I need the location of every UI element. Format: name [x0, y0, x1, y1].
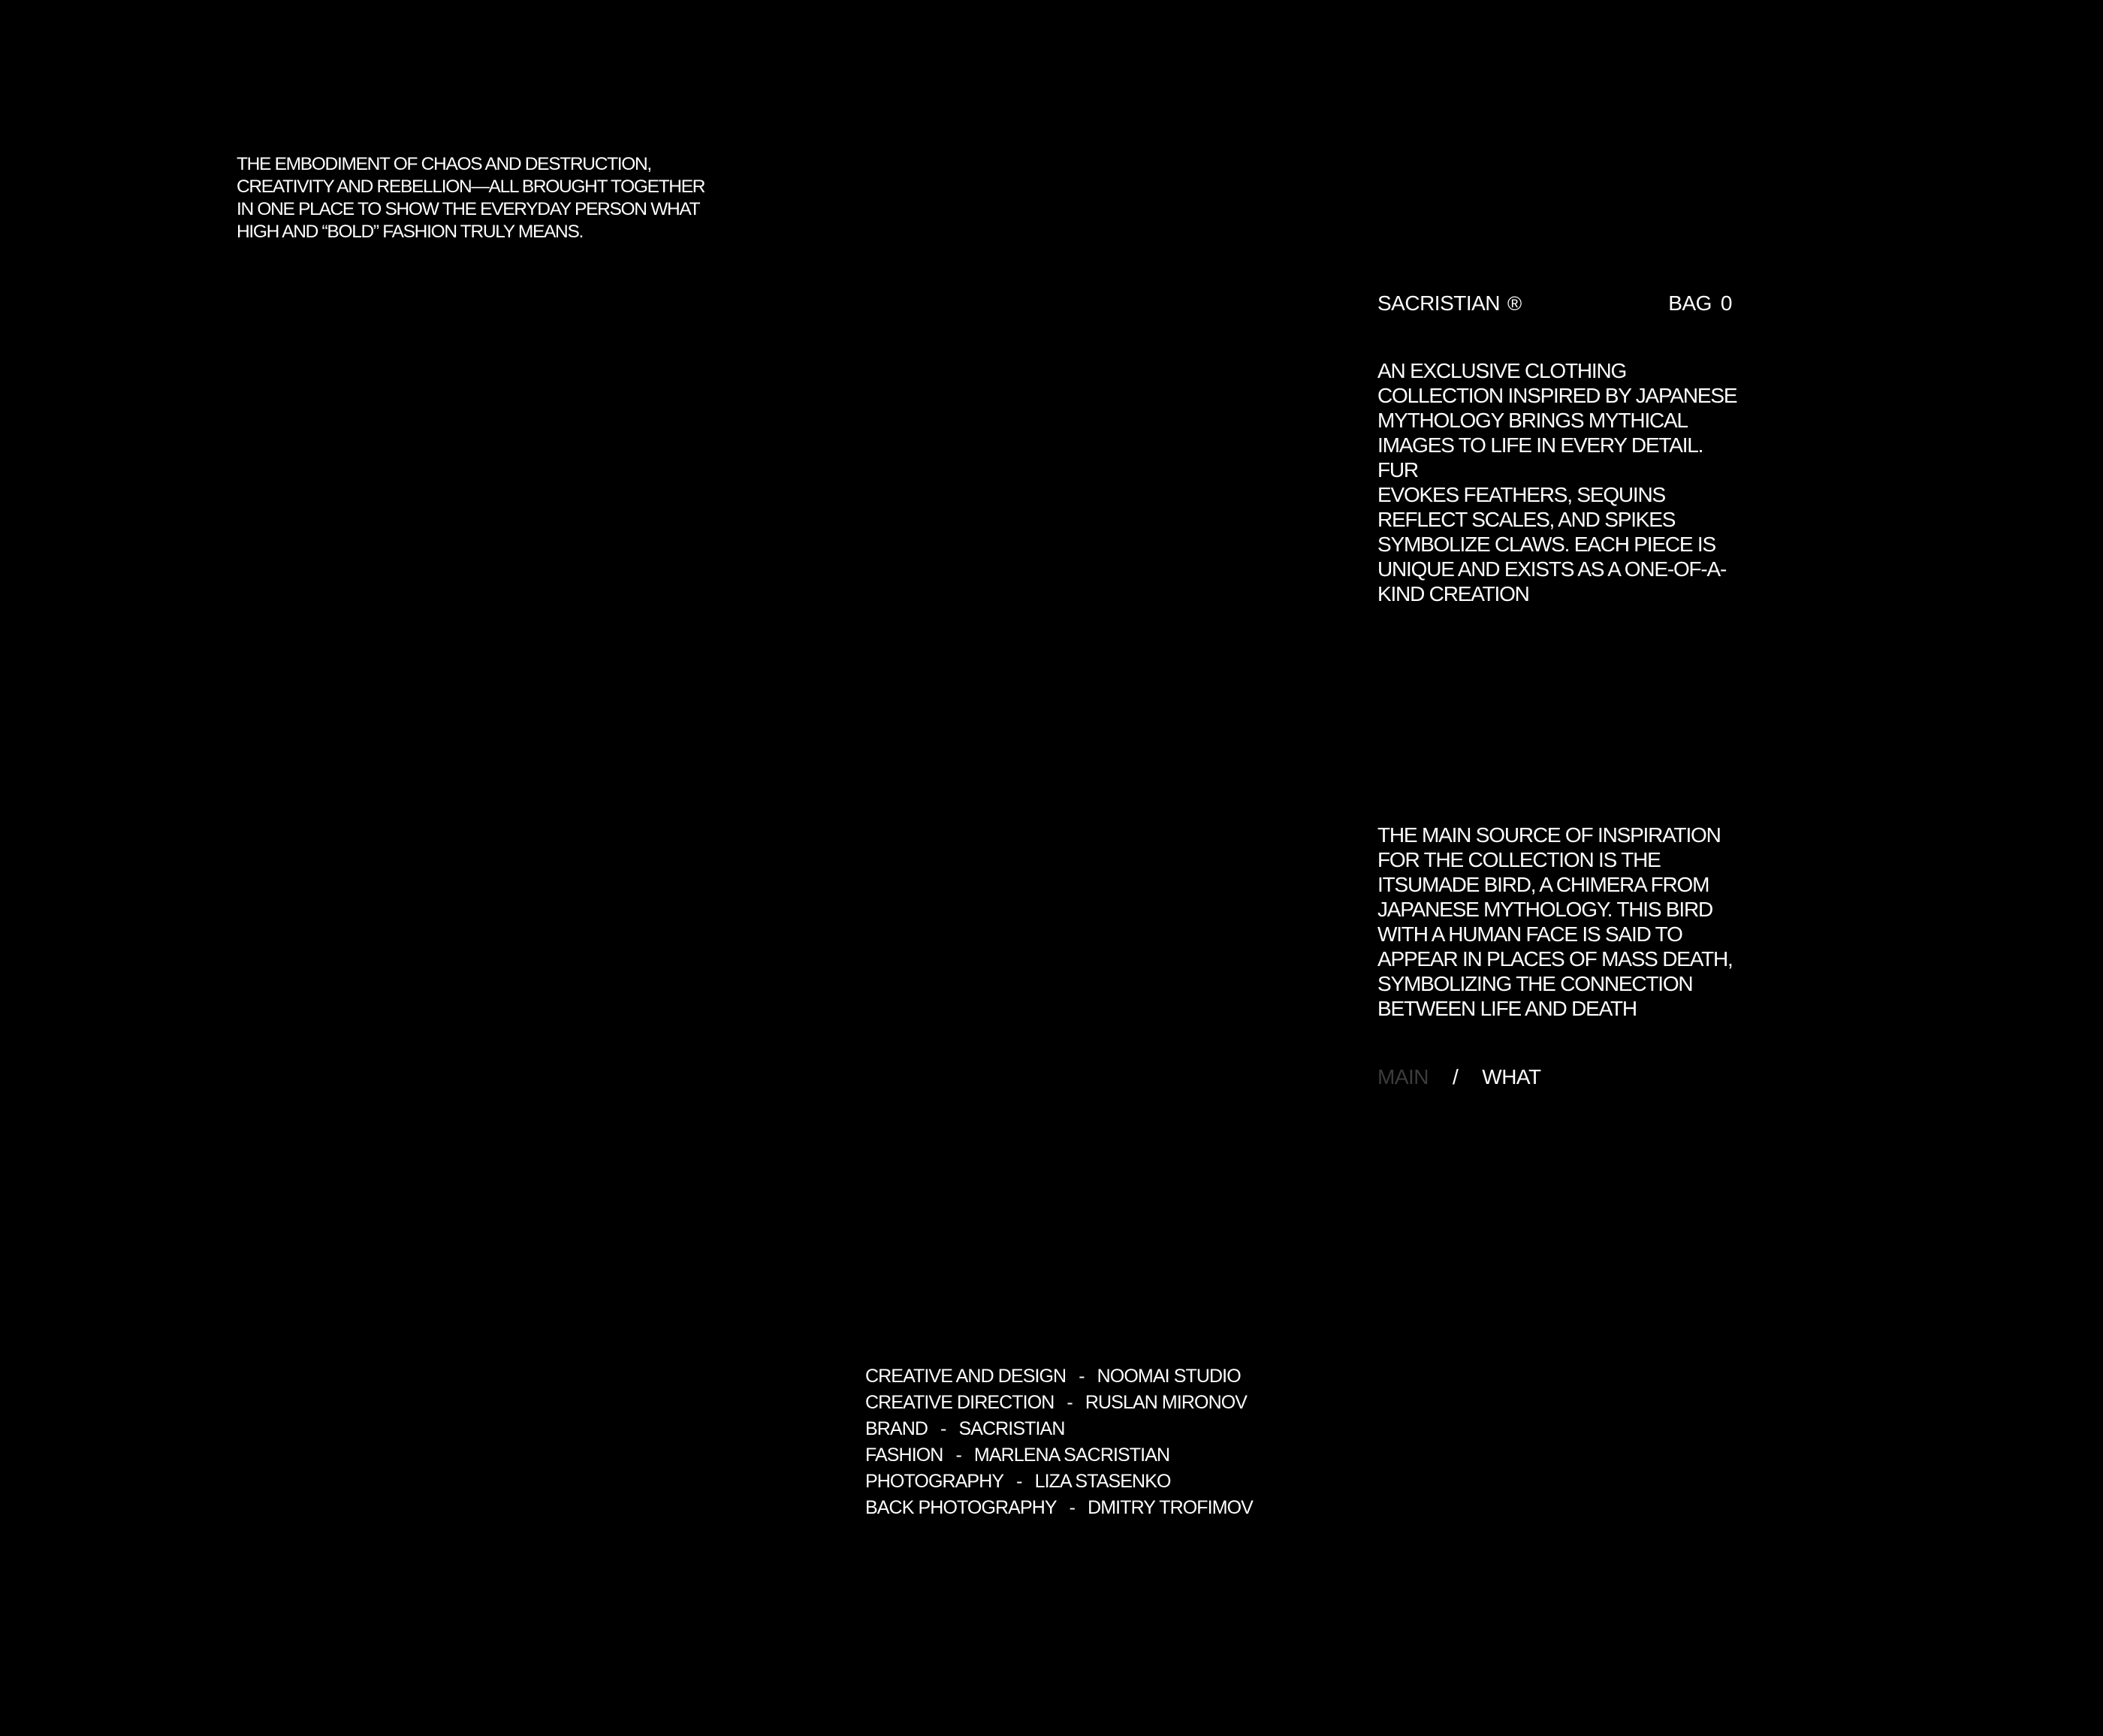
- nav-what-link[interactable]: WHAT: [1482, 1065, 1541, 1088]
- credit-dash: -: [955, 1445, 961, 1466]
- credit-name: NOOMAI STUDIO: [1097, 1366, 1241, 1387]
- breadcrumb-separator: /: [1453, 1065, 1459, 1088]
- credit-name: DMITRY TROFIMOV: [1088, 1497, 1253, 1518]
- credit-role: CREATIVE AND DESIGN: [865, 1366, 1067, 1387]
- nav-main-link[interactable]: MAIN: [1377, 1065, 1429, 1088]
- credit-dash: -: [1016, 1471, 1022, 1492]
- description-line: ITSUMADE BIRD, A CHIMERA FROM: [1377, 873, 1709, 896]
- description-line: FOR THE COLLECTION IS THE: [1377, 848, 1661, 871]
- brand-logo-link[interactable]: [1377, 291, 1522, 315]
- description-line: KIND CREATION: [1377, 582, 1529, 605]
- credit-row: [865, 1495, 1253, 1521]
- description-line: EVOKES FEATHERS, SEQUINS: [1377, 483, 1665, 506]
- credit-dash: -: [1067, 1392, 1073, 1413]
- bag-count: 0: [1720, 291, 1732, 315]
- credit-dash: -: [1069, 1497, 1076, 1518]
- description-line: JAPANESE MYTHOLOGY. THIS BIRD: [1377, 898, 1712, 921]
- credit-row: [865, 1390, 1253, 1416]
- description-line: MYTHOLOGY BRINGS MYTHICAL: [1377, 409, 1688, 432]
- breadcrumb: [1377, 1065, 1541, 1089]
- description-line: UNIQUE AND EXISTS AS A ONE-OF-A-: [1377, 557, 1727, 581]
- registered-icon: ®: [1507, 291, 1522, 315]
- credit-role: BRAND: [865, 1418, 928, 1439]
- manifesto-line: IN ONE PLACE TO SHOW THE EVERYDAY PERSON WHAT: [237, 199, 700, 219]
- credit-name: SACRISTIAN: [958, 1418, 1065, 1439]
- credit-row: [865, 1442, 1253, 1469]
- credit-row: [865, 1469, 1253, 1495]
- description-line: REFLECT SCALES, AND SPIKES: [1377, 508, 1676, 531]
- manifesto-line: CREATIVITY AND REBELLION—ALL BROUGHT TOGETHER: [237, 177, 705, 197]
- site-header: [1377, 288, 1732, 319]
- credit-dash: -: [1079, 1366, 1085, 1387]
- description-line: BETWEEN LIFE AND DEATH: [1377, 997, 1637, 1020]
- credit-role: CREATIVE DIRECTION: [865, 1392, 1055, 1413]
- bag-label: BAG: [1668, 291, 1712, 315]
- brand-name: SACRISTIAN: [1377, 291, 1501, 315]
- description-line: WITH A HUMAN FACE IS SAID TO: [1377, 922, 1682, 946]
- inspiration-description: [1377, 823, 1745, 1021]
- description-line: THE MAIN SOURCE OF INSPIRATION: [1377, 823, 1721, 847]
- credits-list: [865, 1363, 1253, 1521]
- manifesto-text: [237, 153, 747, 243]
- credit-name: RUSLAN MIRONOV: [1085, 1392, 1248, 1413]
- description-line: APPEAR IN PLACES OF MASS DEATH,: [1377, 947, 1733, 971]
- collection-description: [1377, 358, 1745, 606]
- credit-dash: -: [940, 1418, 946, 1439]
- manifesto-line: HIGH AND “BOLD” FASHION TRULY MEANS.: [237, 222, 583, 242]
- description-line: AN EXCLUSIVE CLOTHING: [1377, 359, 1627, 382]
- credit-name: LIZA STASENKO: [1034, 1471, 1171, 1492]
- credit-role: PHOTOGRAPHY: [865, 1471, 1004, 1492]
- credit-role: FASHION: [865, 1445, 943, 1466]
- bag-button[interactable]: [1668, 291, 1732, 315]
- credit-row: [865, 1416, 1253, 1442]
- credit-row: [865, 1363, 1253, 1390]
- manifesto-line: THE EMBODIMENT OF CHAOS AND DESTRUCTION,: [237, 154, 651, 174]
- description-line: SYMBOLIZING THE CONNECTION: [1377, 972, 1693, 995]
- description-line: IMAGES TO LIFE IN EVERY DETAIL. FUR: [1377, 433, 1703, 482]
- description-line: SYMBOLIZE CLAWS. EACH PIECE IS: [1377, 533, 1715, 556]
- description-line: COLLECTION INSPIRED BY JAPANESE: [1377, 384, 1737, 407]
- credit-role: BACK PHOTOGRAPHY: [865, 1497, 1057, 1518]
- credit-name: MARLENA SACRISTIAN: [973, 1445, 1170, 1466]
